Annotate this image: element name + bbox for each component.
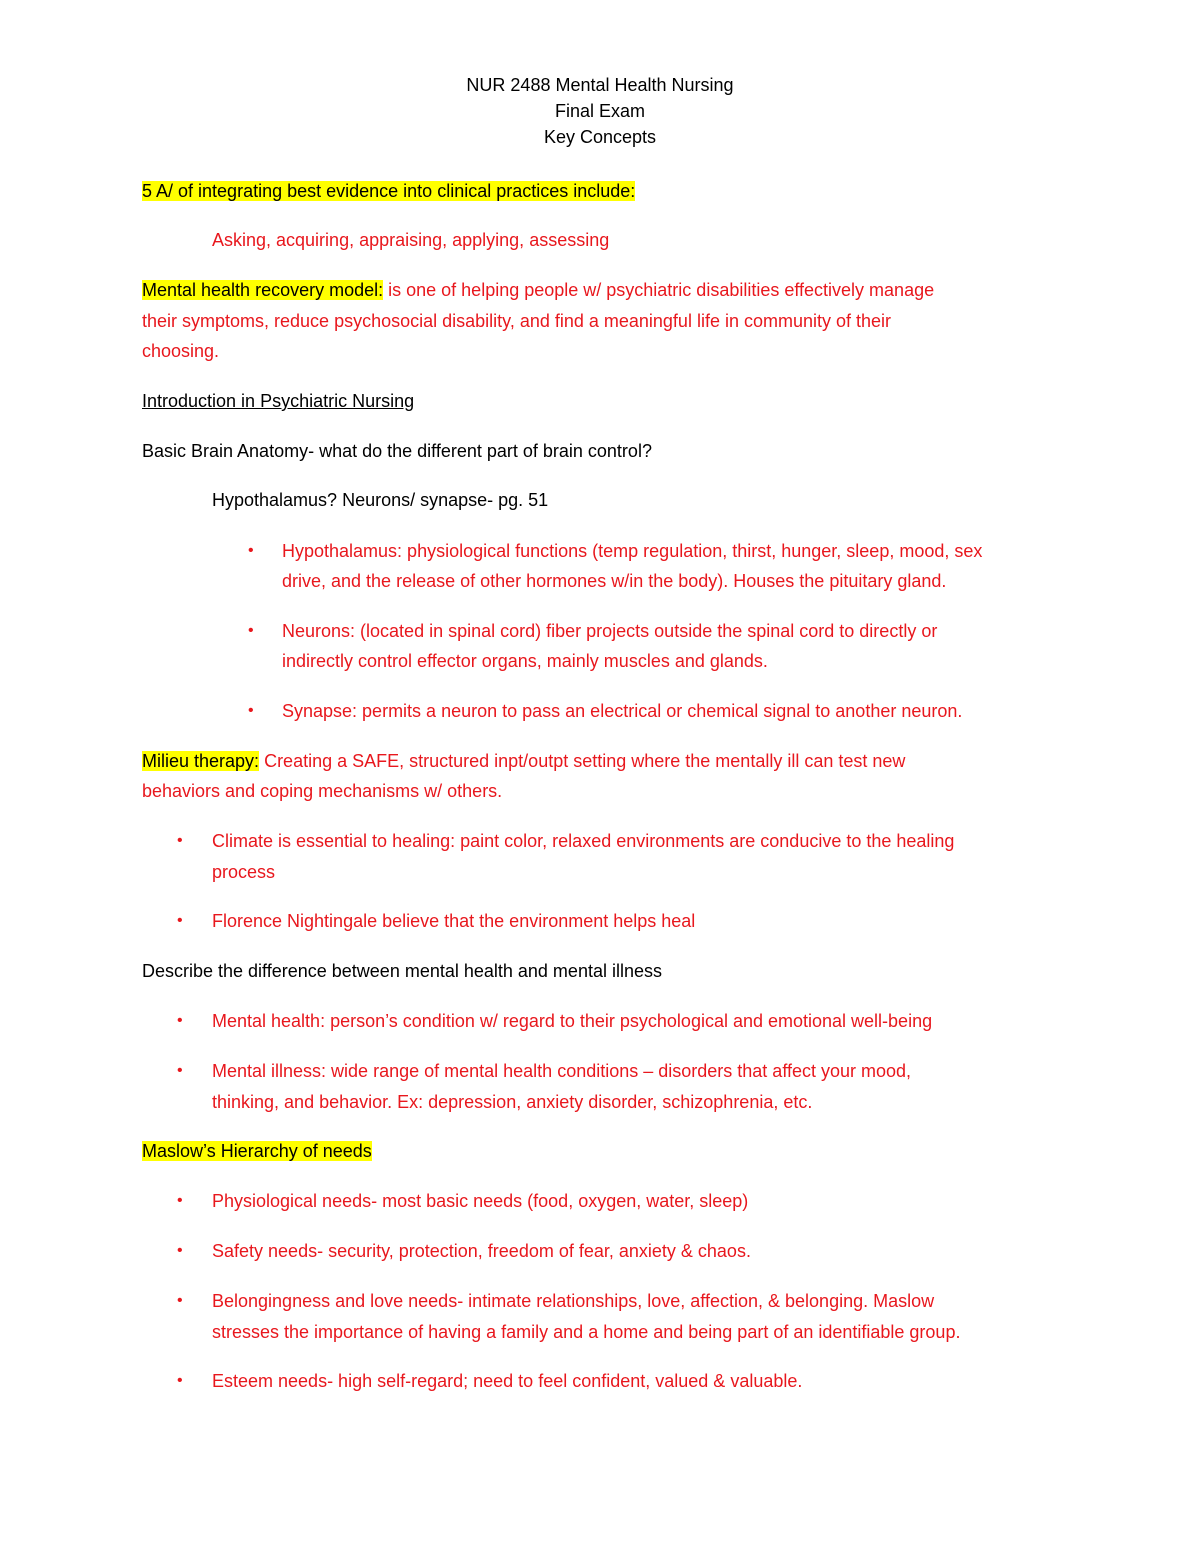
bullet-icon: • bbox=[177, 1372, 183, 1389]
belonging-needs-line-1: Belongingness and love needs- intimate relationships, love, affection, & belonging. Maslow bbox=[212, 1291, 935, 1311]
recovery-model-line-3: choosing. bbox=[142, 341, 220, 361]
bullet-icon: • bbox=[248, 542, 254, 559]
bullet-icon: • bbox=[177, 1292, 183, 1309]
hypothalamus-line-2: drive, and the release of other hormones w/in the body). Houses the pituitary gland. bbox=[282, 571, 947, 591]
physiological-needs-line: Physiological needs- most basic needs (food, oxygen, water, sleep) bbox=[212, 1191, 749, 1211]
bullet-icon: • bbox=[177, 1192, 183, 1209]
recovery-model-text: is one of helping people w/ psychiatric disabilities effectively manage bbox=[383, 280, 935, 300]
esteem-needs-line: Esteem needs- high self-regard; need to feel confident, valued & valuable. bbox=[212, 1371, 803, 1391]
difference-heading: Describe the difference between mental health and mental illness bbox=[142, 961, 662, 981]
milieu-line-1 bbox=[142, 749, 905, 773]
nightingale-line: Florence Nightingale believe that the environment helps heal bbox=[212, 911, 696, 931]
five-a-heading bbox=[142, 179, 635, 203]
neurons-line-2: indirectly control effector organs, mainly muscles and glands. bbox=[282, 651, 768, 671]
bullet-icon: • bbox=[177, 912, 183, 929]
bullet-icon: • bbox=[177, 1012, 183, 1029]
belonging-needs-line-2: stresses the importance of having a family and a home and being part of an identifiable group. bbox=[212, 1322, 961, 1342]
recovery-model-line-1 bbox=[142, 278, 934, 302]
milieu-label: Milieu therapy: bbox=[142, 751, 260, 771]
milieu-line-2: behaviors and coping mechanisms w/ others. bbox=[142, 781, 503, 801]
climate-line-2: process bbox=[212, 862, 276, 882]
maslow-heading bbox=[142, 1139, 372, 1163]
brain-anatomy-question: Basic Brain Anatomy- what do the different part of brain control? bbox=[142, 441, 652, 461]
bullet-icon: • bbox=[177, 1062, 183, 1079]
exam-title: Final Exam bbox=[554, 101, 646, 121]
recovery-model-line-2: their symptoms, reduce psychosocial disability, and find a meaningful life in community of their bbox=[142, 311, 892, 331]
safety-needs-line: Safety needs- security, protection, freedom of fear, anxiety & chaos. bbox=[212, 1241, 751, 1261]
hypothalamus-line-1: Hypothalamus: physiological functions (temp regulation, thirst, hunger, sleep, mood, sex bbox=[282, 541, 983, 561]
bullet-icon: • bbox=[248, 702, 254, 719]
key-concepts-title: Key Concepts bbox=[543, 127, 657, 147]
bullet-icon: • bbox=[248, 622, 254, 639]
recovery-model-label: Mental health recovery model: bbox=[142, 280, 384, 300]
five-a-heading-highlight: 5 A/ of integrating best evidence into clinical practices include: bbox=[142, 181, 636, 201]
mental-health-line: Mental health: person’s condition w/ regard to their psychological and emotional well-being bbox=[212, 1011, 933, 1031]
five-a-answer: Asking, acquiring, appraising, applying, assessing bbox=[212, 230, 610, 250]
intro-heading: Introduction in Psychiatric Nursing bbox=[142, 391, 415, 411]
mental-illness-line-2: thinking, and behavior. Ex: depression, anxiety disorder, schizophrenia, etc. bbox=[212, 1092, 813, 1112]
milieu-text: Creating a SAFE, structured inpt/outpt setting where the mentally ill can test new bbox=[259, 751, 906, 771]
bullet-icon: • bbox=[177, 1242, 183, 1259]
synapse-line: Synapse: permits a neuron to pass an electrical or chemical signal to another neuron. bbox=[282, 701, 963, 721]
brain-subquestion: Hypothalamus? Neurons/ synapse- pg. 51 bbox=[212, 490, 549, 510]
climate-line-1: Climate is essential to healing: paint color, relaxed environments are conducive to the healing bbox=[212, 831, 955, 851]
maslow-heading-highlight: Maslow’s Hierarchy of needs bbox=[142, 1141, 372, 1161]
bullet-icon: • bbox=[177, 832, 183, 849]
mental-illness-line-1: Mental illness: wide range of mental health conditions – disorders that affect your mood, bbox=[212, 1061, 912, 1081]
neurons-line-1: Neurons: (located in spinal cord) fiber projects outside the spinal cord to directly or bbox=[282, 621, 938, 641]
course-title: NUR 2488 Mental Health Nursing bbox=[466, 75, 734, 95]
